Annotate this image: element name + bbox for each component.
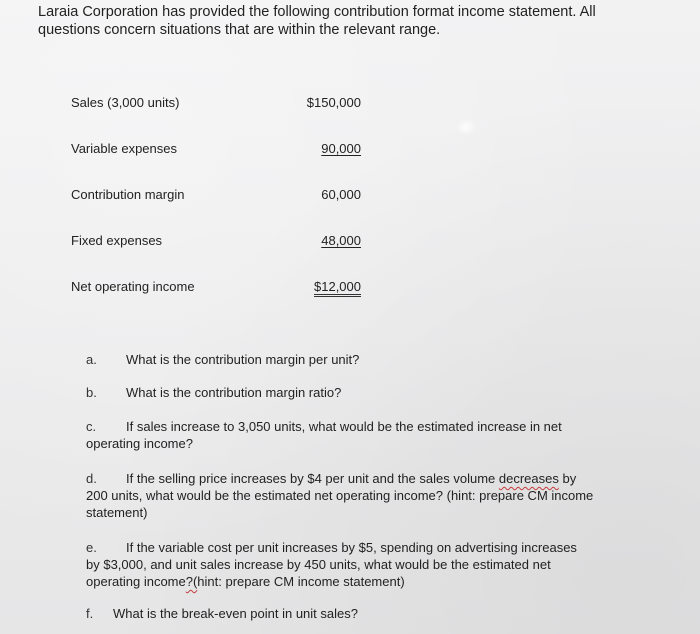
statement-label: Contribution margin	[71, 187, 185, 202]
question-text: What is the contribution margin per unit?	[126, 352, 360, 367]
question-text: by $3,000, and unit sales increase by 450 units, what would be the estimated net	[86, 557, 551, 572]
statement-amount: 90,000	[321, 141, 361, 156]
statement-amount: $150,000	[306, 95, 361, 110]
question-letter: b.	[86, 385, 97, 400]
question-letter: a.	[86, 352, 97, 367]
statement-row-net-operating-income	[0, 279, 700, 299]
question-text: operating income?	[86, 436, 193, 451]
statement-row-variable-expenses	[0, 141, 700, 161]
statement-label: Net operating income	[71, 279, 195, 294]
question-text: If the variable cost per unit increases by $5, spending on advertising increases	[126, 540, 577, 555]
question-b	[86, 384, 341, 401]
question-text: by	[558, 471, 577, 486]
question-text: operating income	[86, 574, 186, 589]
question-e	[86, 539, 666, 590]
statement-row-sales	[0, 95, 700, 115]
question-letter: f.	[86, 606, 94, 621]
question-text: If the selling price increases by $4 per unit and the sales volume	[126, 471, 499, 486]
spellcheck-underlined-word: decreases	[498, 471, 559, 486]
question-d	[86, 470, 666, 521]
question-letter: e.	[86, 540, 97, 555]
spellcheck-underlined-text: ?(	[185, 574, 198, 589]
statement-amount: 48,000	[321, 233, 361, 248]
question-text: If sales increase to 3,050 units, what would be the estimated increase in net	[126, 419, 562, 434]
question-a	[86, 351, 359, 368]
statement-label: Variable expenses	[71, 141, 177, 156]
paper-smudge	[455, 118, 477, 136]
question-text: What is the break-even point in unit sales?	[113, 606, 358, 621]
question-c	[86, 418, 646, 452]
question-letter: d.	[86, 471, 97, 486]
intro-paragraph: Laraia Corporation has provided the following contribution format income statement. All questions concern situations that are within the relevant range.	[38, 4, 596, 38]
statement-amount: 60,000	[321, 187, 361, 202]
statement-label: Sales (3,000 units)	[71, 95, 180, 110]
question-text: 200 units, what would be the estimated net operating income? (hint: prepare CM income	[86, 488, 594, 503]
statement-row-fixed-expenses	[0, 233, 700, 253]
question-text: hint: prepare CM income statement)	[197, 574, 405, 589]
question-text: What is the contribution margin ratio?	[126, 385, 342, 400]
statement-row-contribution-margin	[0, 187, 700, 207]
question-f	[86, 605, 358, 622]
question-letter: c.	[86, 419, 97, 434]
question-text: statement)	[86, 505, 148, 520]
statement-label: Fixed expenses	[71, 233, 163, 248]
statement-amount: $12,000	[314, 279, 361, 297]
